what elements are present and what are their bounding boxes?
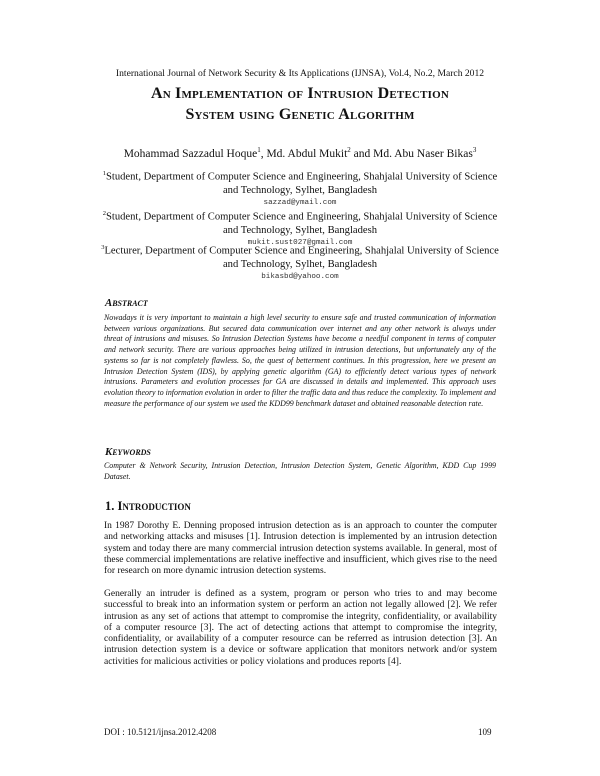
affiliation — [100, 167, 500, 209]
affiliation-sup: 3 — [101, 244, 105, 251]
author-separator: , — [260, 147, 267, 160]
author-list — [0, 146, 600, 160]
doi-footer[interactable]: DOI : 10.5121/ijnsa.2012.4208 — [104, 727, 217, 737]
author-name: Mohammad Sazzadul Hoque — [123, 147, 258, 160]
page-number: 109 — [478, 727, 492, 737]
title-line-2: System using Genetic Algorithm — [185, 106, 415, 123]
affiliation-text: Lecturer, Department of Computer Science and Engineering, Shahjalal University of Science and Technology, Sylhet, Bangladesh — [104, 245, 499, 271]
author-name: Md. Abdul Mukit — [266, 147, 348, 160]
abstract-text: Nowadays it is very important to maintain a high level security to ensure safe and trusted communication of information between various organizations. But secured data communication over internet and any other network is always under threat of intrusions and misuses. So Intrusion Detection Systems have become a needful component in terms of computer and network security. There are various approaches being utilized in intrusion detections, but unfortunately any of the systems so far is not completely flawless. So, the quest of betterment continues. In this progression, here we present an Intrusion Detection System (IDS), by applying genetic algorithm (GA) to efficiently detect various types of network intrusions. Parameters and evolution processes for GA are discussed in details and implemented. This approach uses evolution theory to information evolution in order to filter the traffic data and thus reduce the complexity. To implement and measure the performance of our system we used the KDD99 benchmark dataset and obtained reasonable detection rate. — [104, 313, 496, 408]
affiliation-text: Student, Department of Computer Science and Engineering, Shahjalal University of Science and Technology, Sylhet, Bangladesh — [105, 211, 498, 237]
author-separator: and — [350, 147, 374, 160]
affiliation — [100, 241, 500, 283]
author-email[interactable]: bikasbd@yahoo.com — [261, 272, 339, 281]
affiliation-sup: 1 — [102, 170, 106, 177]
section-heading: 1. Introduction — [105, 499, 191, 513]
body-paragraph: Generally an intruder is defined as a system, program or person who tries to and may become successful to break into an information system or perform an action not legally allowed [2]. We refer intrusion as any set of actions that attempt to compromise the integrity, confidentiality, or availability of a computer resource [3]. The act of detecting actions that attempt to compromise the integrity, confidentiality, or availability of a computer resource can be referred as intrusion detection [3]. An intrusion detection system is a device or software application that monitors network and/or system activities for malicious activities or policy violations and produces reports [4]. — [104, 589, 497, 667]
keywords-text: Computer & Network Security, Intrusion Detection, Intrusion Detection System, Genetic Algorithm, KDD Cup 1999 Dataset. — [104, 461, 496, 481]
paper-title — [60, 83, 540, 125]
author-email[interactable]: mukit.sust027@gmail.com — [247, 238, 353, 247]
body-paragraph: In 1987 Dorothy E. Denning proposed intrusion detection as is an approach to counter the computer and networking attacks and misuses [1]. Intrusion detection is implemented by an intrusion detection system and today there are many commercial intrusion detection systems available. In general, most of these commercial implementations are relative ineffective and insufficient, which gives rise to the need for research on more dynamic intrusion detection systems. — [104, 521, 497, 577]
author-sup: 1 — [257, 146, 261, 154]
author-name: Md. Abu Naser Bikas — [373, 147, 473, 160]
abstract-heading: Abstract — [105, 297, 148, 309]
author-sup: 2 — [347, 146, 351, 154]
keywords-heading: Keywords — [105, 446, 151, 458]
affiliation-sup: 2 — [102, 210, 106, 217]
journal-header: International Journal of Network Security & Its Applications (IJNSA), Vol.4, No.2, March 2012 — [115, 68, 485, 79]
author-sup: 3 — [472, 146, 477, 154]
author-email[interactable]: sazzad@ymail.com — [263, 198, 337, 207]
title-line-1: An Implementation of Intrusion Detection — [150, 85, 450, 102]
affiliation-text: Student, Department of Computer Science and Engineering, Shahjalal University of Science and Technology, Sylhet, Bangladesh — [105, 171, 498, 197]
